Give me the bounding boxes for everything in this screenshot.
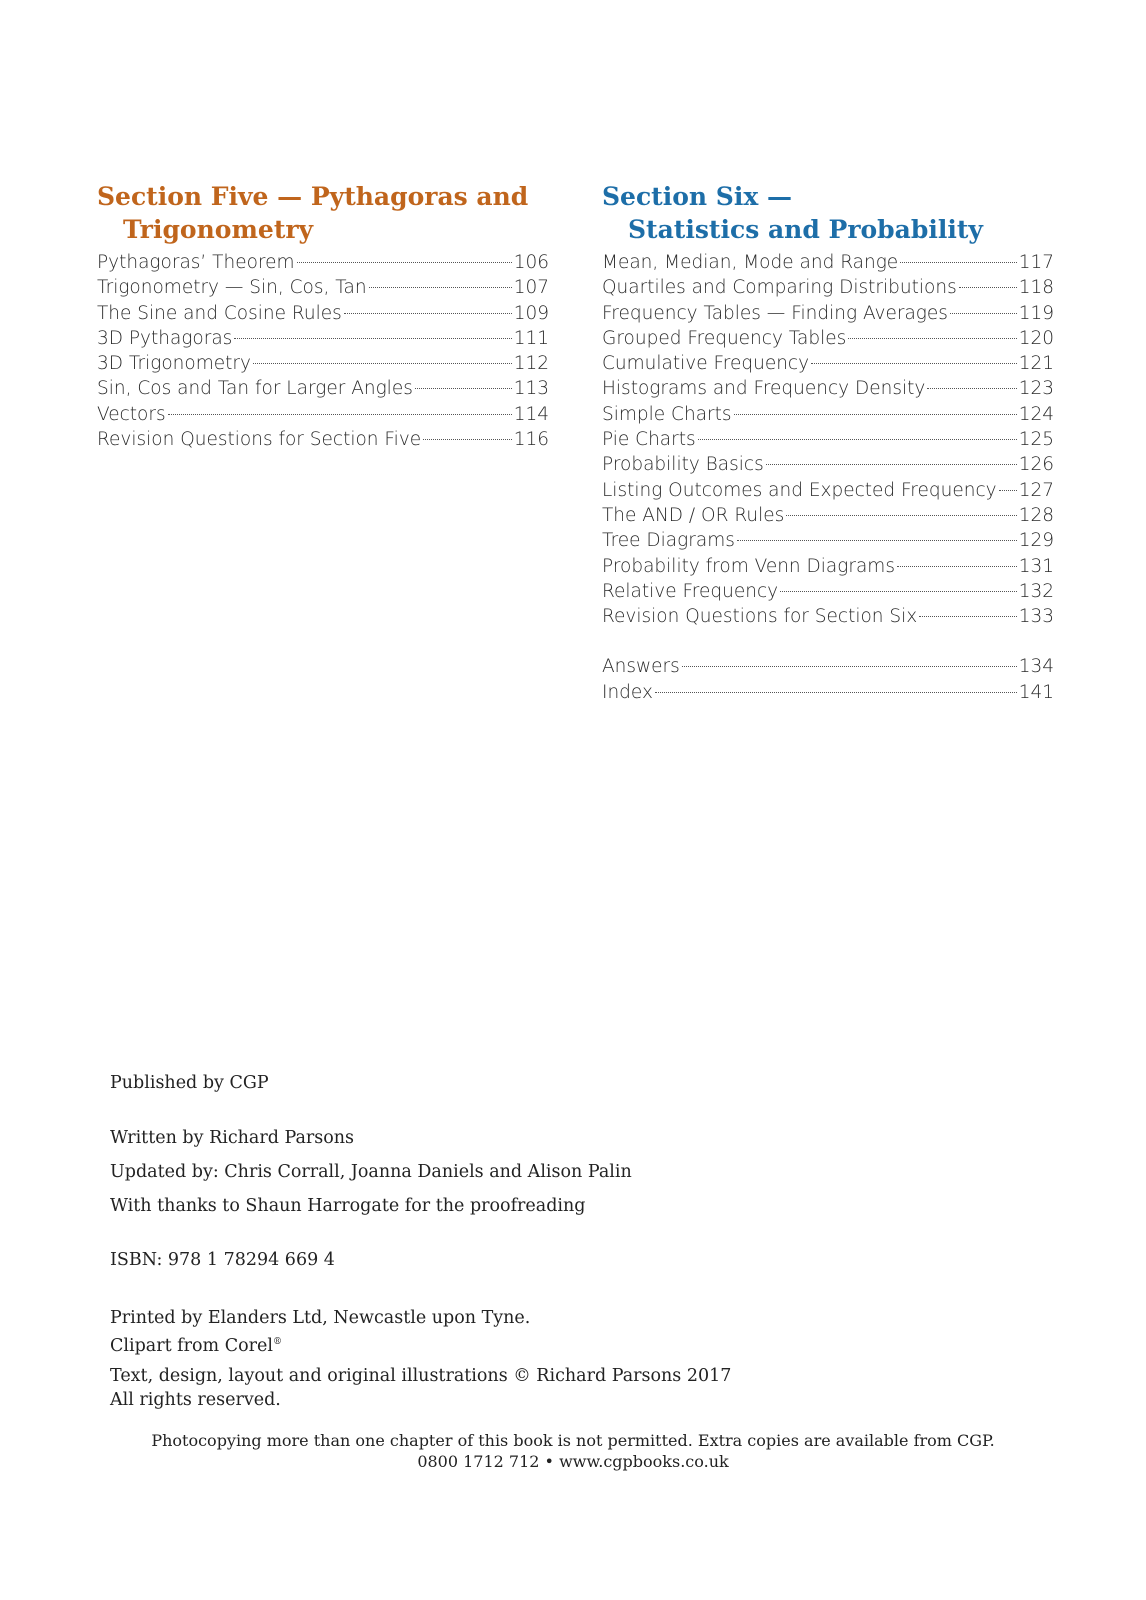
- toc-entry: [602, 480, 1054, 505]
- toc-entry: [602, 454, 1054, 479]
- dot-leader: [766, 464, 1017, 465]
- toc-page-number: 124: [1018, 403, 1054, 425]
- toc-entry: [602, 656, 1054, 681]
- dot-leader: [950, 313, 1017, 314]
- dot-leader: [253, 363, 512, 364]
- rights-line: All rights reserved.: [110, 1390, 281, 1410]
- toc-entry-title: 3D Trigonometry: [97, 353, 251, 375]
- dot-leader: [959, 287, 1017, 288]
- toc-entry-title: Index: [602, 681, 653, 703]
- dot-leader: [786, 515, 1016, 516]
- toc-entry-title: Probability Basics: [602, 454, 764, 476]
- toc-entry-title: Relative Frequency: [602, 580, 779, 602]
- updated-by: Updated by: Chris Corrall, Joanna Daniels and Alison Palin: [110, 1162, 632, 1182]
- toc-entry-title: Mean, Median, Mode and Range: [602, 252, 899, 273]
- dot-leader: [415, 388, 512, 389]
- toc-page-number: 132: [1018, 580, 1054, 602]
- toc-page-number: 106: [513, 252, 549, 273]
- toc-page-number: 128: [1018, 504, 1054, 526]
- isbn: ISBN: 978 1 78294 669 4: [110, 1250, 335, 1270]
- toc-entry: [97, 252, 549, 277]
- toc-entry-title: Tree Diagrams: [602, 530, 735, 552]
- toc-page-number: 125: [1018, 429, 1054, 451]
- dot-leader: [897, 566, 1017, 567]
- section-five-title-line2: Trigonometry: [123, 215, 314, 244]
- toc-entry: [602, 303, 1054, 328]
- toc-entry: [602, 277, 1054, 302]
- toc-page-number: 112: [513, 353, 549, 375]
- toc-entry-title: Histograms and Frequency Density: [602, 378, 926, 400]
- toc-page-number: 109: [513, 302, 549, 324]
- dot-leader: [927, 388, 1016, 389]
- toc-entry: [97, 378, 549, 403]
- dot-leader: [734, 414, 1017, 415]
- thanks-line: With thanks to Shaun Harrogate for the proofreading: [110, 1196, 586, 1216]
- section-five-toc: [97, 252, 549, 454]
- toc-page-number: 117: [1018, 252, 1054, 273]
- toc-entry-title: Sin, Cos and Tan for Larger Angles: [97, 378, 413, 400]
- dot-leader: [423, 439, 512, 440]
- toc-page-number: 129: [1018, 530, 1054, 552]
- toc-page-number: 123: [1018, 378, 1054, 400]
- dot-leader: [919, 616, 1016, 617]
- dot-leader: [811, 363, 1017, 364]
- dot-leader: [234, 338, 511, 339]
- toc-entry: [602, 404, 1054, 429]
- contact-line: 0800 1712 712 • www.cgpbooks.co.uk: [417, 1452, 729, 1471]
- toc-entry: [602, 682, 1054, 707]
- toc-entry-title: Pythagoras’ Theorem: [97, 252, 295, 273]
- toc-entry: [602, 353, 1054, 378]
- dot-leader: [682, 666, 1017, 667]
- toc-entry: [602, 556, 1054, 581]
- clipart-text: Clipart from Corel: [110, 1335, 273, 1356]
- dot-leader: [848, 338, 1016, 339]
- toc-entry: [97, 429, 549, 454]
- section-five-contents: [97, 180, 549, 454]
- toc-entry-title: Simple Charts: [602, 403, 732, 425]
- toc-entry-title: Frequency Tables — Finding Averages: [602, 302, 948, 324]
- section-six-title: [602, 180, 1054, 246]
- registered-mark: ®: [272, 1337, 282, 1347]
- dot-leader: [369, 287, 512, 288]
- toc-entry-title: Quartiles and Comparing Distributions: [602, 277, 957, 299]
- toc-entry: [602, 252, 1054, 277]
- toc-entry: [602, 328, 1054, 353]
- toc-entry: [97, 303, 549, 328]
- toc-page-number: 133: [1018, 606, 1054, 628]
- dot-leader: [168, 414, 512, 415]
- toc-entry-title: Probability from Venn Diagrams: [602, 555, 895, 577]
- toc-entry-title: Listing Outcomes and Expected Frequency: [602, 479, 997, 501]
- section-six-contents: [602, 180, 1054, 707]
- copyright-line: Text, design, layout and original illustrations © Richard Parsons 2017: [110, 1366, 732, 1386]
- toc-entry: [602, 530, 1054, 555]
- dot-leader: [344, 313, 512, 314]
- section-five-title: [97, 180, 549, 246]
- toc-entry: [97, 404, 549, 429]
- written-by: Written by Richard Parsons: [110, 1128, 355, 1148]
- toc-entry-title: Trigonometry — Sin, Cos, Tan: [97, 277, 367, 299]
- toc-entry: [602, 606, 1054, 631]
- toc-entry: [602, 581, 1054, 606]
- printed-by: Printed by Elanders Ltd, Newcastle upon Tyne.: [110, 1308, 531, 1328]
- clipart-credit: [110, 1330, 282, 1358]
- dot-leader: [999, 490, 1017, 491]
- toc-entry-title: Revision Questions for Section Six: [602, 606, 918, 628]
- toc-entry: [97, 328, 549, 353]
- section-five-title-line1: Section Five — Pythagoras and: [97, 182, 529, 211]
- toc-entry-title: Grouped Frequency Tables: [602, 327, 847, 349]
- dot-leader: [655, 692, 1017, 693]
- toc-entry: [602, 429, 1054, 454]
- dot-leader: [698, 439, 1017, 440]
- section-six-title-line2: Statistics and Probability: [628, 215, 983, 244]
- toc-entry-title: 3D Pythagoras: [97, 327, 233, 349]
- toc-entry: [602, 378, 1054, 403]
- section-six-toc: [602, 252, 1054, 707]
- toc-page-number: 121: [1018, 353, 1054, 375]
- toc-page-number: 134: [1018, 656, 1054, 678]
- toc-entry-title: The Sine and Cosine Rules: [97, 302, 342, 324]
- toc-page-number: 111: [513, 327, 549, 349]
- toc-page-number: 119: [1018, 302, 1054, 324]
- toc-entry-title: Vectors: [97, 403, 166, 425]
- toc-page-number: 126: [1018, 454, 1054, 476]
- toc-page-number: 107: [513, 277, 549, 299]
- toc-entry-title: Revision Questions for Section Five: [97, 429, 422, 451]
- toc-page-number: 116: [513, 429, 549, 451]
- dot-leader: [737, 540, 1017, 541]
- toc-entry-title: Pie Charts: [602, 429, 696, 451]
- toc-entry-title: Cumulative Frequency: [602, 353, 810, 375]
- toc-entry: [602, 505, 1054, 530]
- toc-entry-title: Answers: [602, 656, 680, 678]
- toc-entry: [97, 277, 549, 302]
- toc-page-number: 127: [1018, 479, 1054, 501]
- toc-entry-title: The AND / OR Rules: [602, 504, 785, 526]
- toc-page-number: 114: [513, 403, 549, 425]
- dot-leader: [780, 591, 1017, 592]
- dot-leader: [297, 262, 512, 263]
- toc-page-number: 118: [1018, 277, 1054, 299]
- published-by: Published by CGP: [110, 1073, 269, 1093]
- toc-page-number: 113: [513, 378, 549, 400]
- section-six-title-line1: Section Six —: [602, 182, 792, 211]
- toc-page-number: 141: [1018, 681, 1054, 703]
- toc-entry: [97, 353, 549, 378]
- toc-page-number: 120: [1018, 327, 1054, 349]
- toc-page-number: 131: [1018, 555, 1054, 577]
- photocopy-notice: Photocopying more than one chapter of this book is not permitted. Extra copies are available from CGP.: [151, 1431, 995, 1450]
- dot-leader: [900, 262, 1017, 263]
